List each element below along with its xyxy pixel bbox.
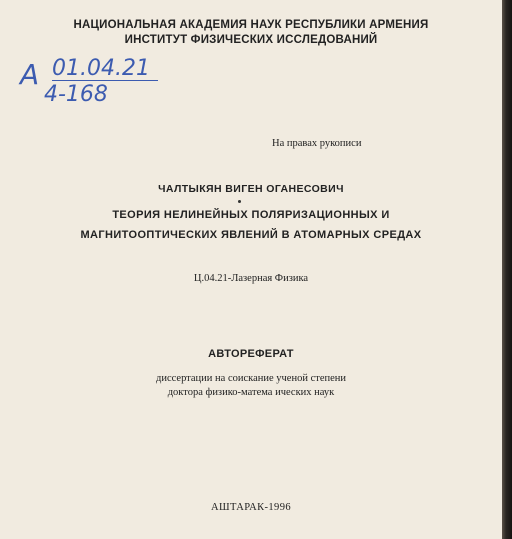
author-name: ЧАЛТЫКЯН ВИГЕН ОГАНЕСОВИЧ [158,183,344,195]
thesis-title-line-1: ТЕОРИЯ НЕЛИНЕЙНЫХ ПОЛЯРИЗАЦИОННЫХ И [112,209,390,221]
ink-dot [238,200,241,203]
handwritten-underline [52,80,158,81]
dissertation-line-1: диссертации на соискание ученой степени [156,373,346,384]
thesis-title-line-2: МАГНИТООПТИЧЕСКИХ ЯВЛЕНИЙ В АТОМАРНЫХ СРЕДАХ [80,229,422,241]
document-type: АВТОРЕФЕРАТ [208,348,294,360]
handwritten-library-mark [20,56,170,112]
handwritten-number: 4-168 [44,82,108,107]
handwritten-letter: А [20,58,40,91]
page-edge-shadow [502,0,512,539]
dissertation-line-2: доктора физико-матема ических наук [167,387,335,398]
handwritten-code: 01.04.21 [52,56,150,81]
institute-name: ИНСТИТУТ ФИЗИЧЕСКИХ ИССЛЕДОВАНИЙ [124,34,378,46]
place-and-year: АШТАРАК-1996 [210,502,292,513]
rights-note: На правах рукописи [272,138,362,149]
academy-name: НАЦИОНАЛЬНАЯ АКАДЕМИЯ НАУК РЕСПУБЛИКИ АРМЕНИЯ [73,19,429,31]
specialty-code: Ц.04.21-Лазерная Физика [193,273,309,284]
